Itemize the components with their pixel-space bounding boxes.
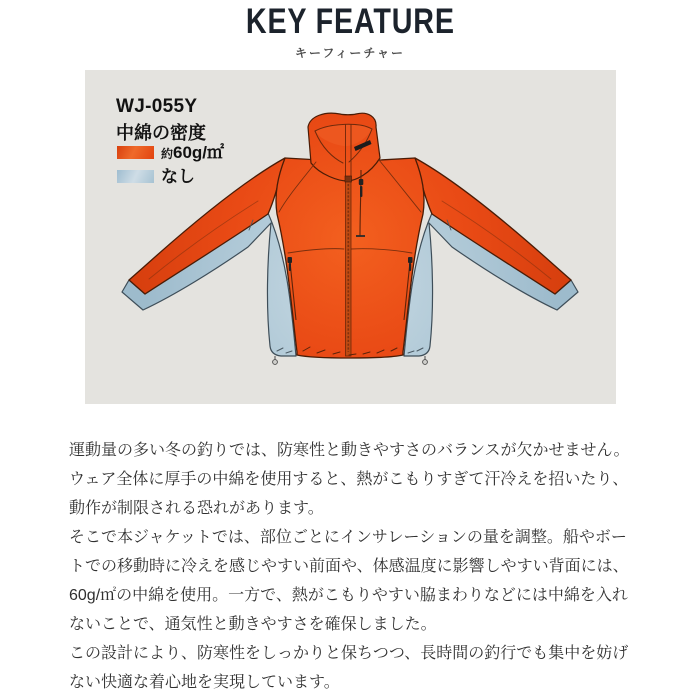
description-paragraph: そこで本ジャケットでは、部位ごとにインサレーションの量を調整。船やボートでの移動時に冷えを感じやすい前面や、体感温度に影響しやすい背面には、60g/㎡の中綿を使用。一方で、熱がこもりやすい脇まわりなどには中綿を入れないことで、通気性と動きやすさを確保しました。 xyxy=(69,529,629,633)
model-code: WJ-055Y xyxy=(116,96,198,117)
header xyxy=(0,0,700,61)
main-zipper-slider xyxy=(345,176,352,182)
legend-label: 約60g/㎡ xyxy=(161,142,225,162)
description-paragraph: この設計により、防寒性をしっかりと保ちつつ、長時間の釣行でも集中を妨げない快適な着心地を実現しています。 xyxy=(69,645,629,691)
panel-title: 中綿の密度 xyxy=(116,123,206,143)
drawcord-toggle-right xyxy=(423,356,428,364)
feature-panel xyxy=(85,70,616,404)
page-title: KEY FEATURE xyxy=(245,2,455,41)
jacket-illustration xyxy=(85,70,616,404)
jacket-collar xyxy=(308,113,380,181)
description-paragraph: 運動量の多い冬の釣りでは、防寒性と動きやすさのバランスが欠かせません。ウェア全体に厚手の中綿を使用すると、熱がこもりすぎて汗冷えを招いたり、動作が制限される恐れがあります。 xyxy=(69,442,630,517)
drawcord-toggle-left xyxy=(273,356,278,364)
description xyxy=(69,436,635,697)
page-subtitle: キーフィーチャー xyxy=(294,45,406,60)
legend-label: なし xyxy=(161,166,195,186)
